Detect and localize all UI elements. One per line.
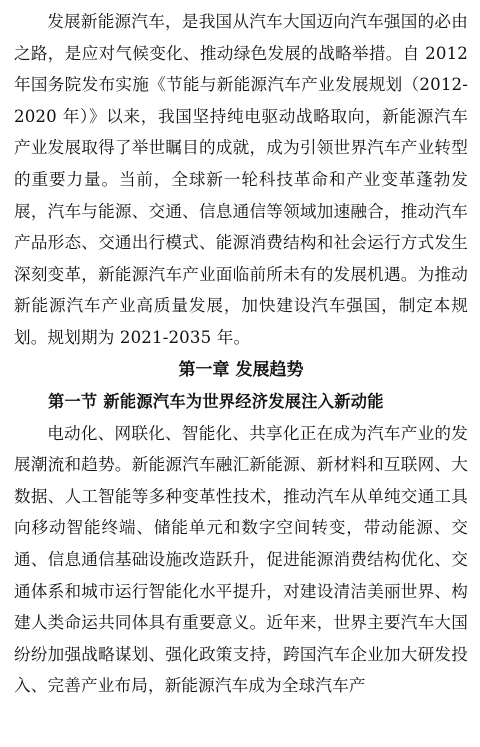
section-title: 第一节 新能源汽车为世界经济发展注入新动能 — [48, 391, 384, 411]
document-page — [14, 6, 468, 702]
paragraph-trends: 电动化、网联化、智能化、共享化正在成为汽车产业的发展潮流和趋势。新能源汽车融汇新能源、新材料和互联网、大数据、人工智能等多种变革性技术，推动汽车从单纯交通工具向移动智能终端、储能单元和数字空间转变，带动能源、交通、信息通信基础设施改造跃升，促进能源消费结构优化、交通体系和城市运行智能化水平提升，对建设清洁美丽世界、构建人类命运共同体具有重要意义。近年来，世界主要汽车大国纷纷加强战略谋划、强化政策支持，跨国汽车企业加大研发投入、完善产业布局，新能源汽车成为全球汽车产 — [14, 423, 468, 696]
paragraph-intro: 发展新能源汽车，是我国从汽车大国迈向汽车强国的必由之路，是应对气候变化、推动绿色发展的战略举措。自 2012 年国务院发布实施《节能与新能源汽车产业发展规划（2012-2020 年）》以来，我国坚持纯电驱动战略取向，新能源汽车产业发展取得了举世瞩目的成就，成为引领世界汽车产业转型的重要力量。当前，全球新一轮科技革命和产业变革蓬勃发展，汽车与能源、交通、信息通信等领域加速融合，推动汽车产品形态、交通出行模式、能源消费结构和社会运行方式发生深刻变革，新能源汽车产业面临前所未有的发展机遇。为推动新能源汽车产业高质量发展，加快建设汽车强国，制定本规划。规划期为 2021-2035 年。 — [14, 12, 468, 347]
chapter-title: 第一章 发展趋势 — [178, 359, 304, 380]
